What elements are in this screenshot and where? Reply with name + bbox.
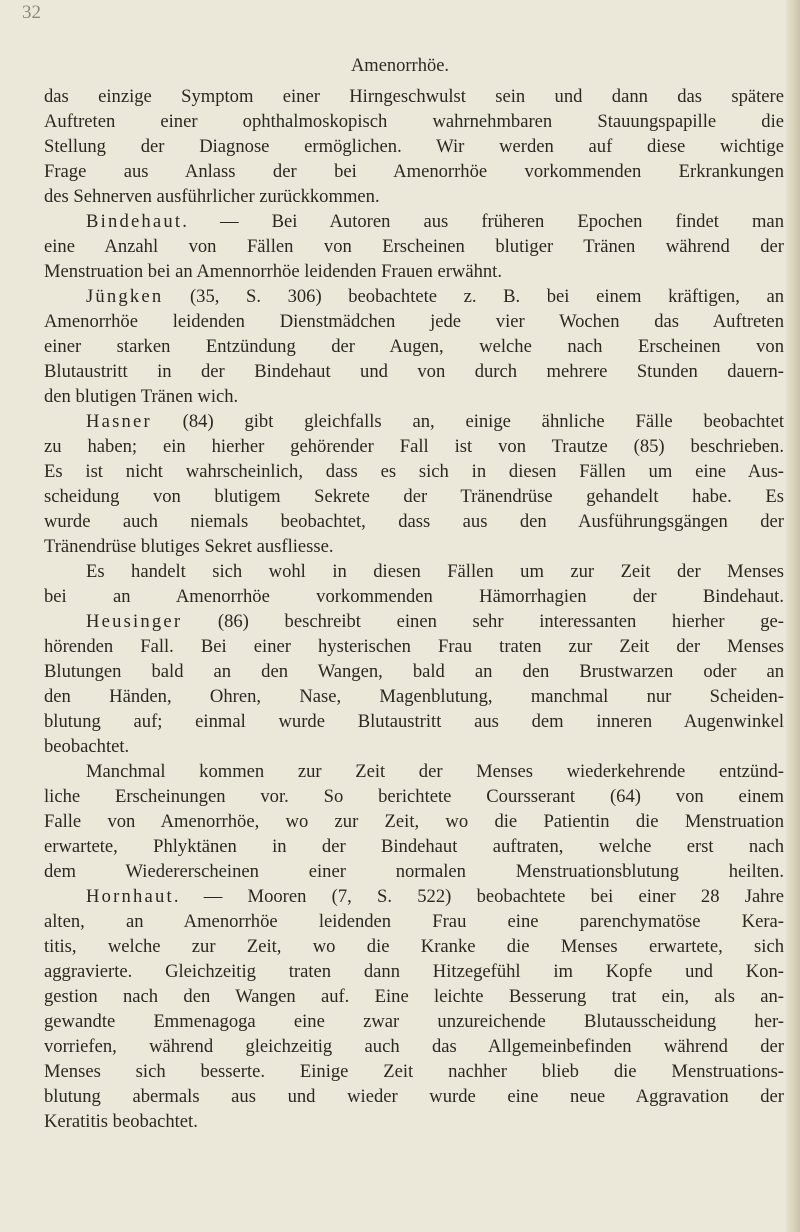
text-line: Amenorrhöe leidenden Dienstmädchen jede vier Wochen das Auftreten — [44, 311, 784, 332]
text-line: alten, an Amenorrhöe leidenden Frau eine parenchymatöse Kera- — [44, 911, 784, 932]
text-line: den Händen, Ohren, Nase, Magenblutung, manchmal nur Scheiden- — [44, 686, 784, 707]
text-line: Falle von Amenorrhöe, wo zur Zeit, wo die Patientin die Menstruation — [44, 811, 784, 832]
text-line: Menses sich besserte. Einige Zeit nachher blieb die Menstruations- — [44, 1061, 784, 1082]
text-line: wurde auch niemals beobachtet, dass aus den Ausführungsgängen der — [44, 511, 784, 532]
spaced-name: Hasner — [86, 411, 152, 432]
text-line: beobachtet. — [44, 736, 130, 757]
text-line: liche Erscheinungen vor. So berichtete Coursserant (64) von einem — [44, 786, 784, 807]
text-line: Blutungen bald an den Wangen, bald an den Brustwarzen oder an — [44, 661, 784, 682]
text-line: Manchmal kommen zur Zeit der Menses wiederkehrende entzünd- — [86, 761, 784, 782]
spaced-name: Bindehaut — [86, 211, 183, 232]
spaced-name: Heusinger — [86, 611, 183, 632]
text-line: Hasner (84) gibt gleichfalls an, einige ähnliche Fälle beobachtet — [86, 411, 784, 432]
text-line: des Sehnerven ausführlicher zurückkommen. — [44, 186, 380, 207]
text-line: Frage aus Anlass der bei Amenorrhöe vorkommenden Erkrankungen — [44, 161, 784, 182]
text-line: blutung auf; einmal wurde Blutaustritt aus dem inneren Augenwinkel — [44, 711, 784, 732]
text-line: den blutigen Tränen wich. — [44, 386, 239, 407]
text-line: Tränendrüse blutiges Sekret ausfliesse. — [44, 536, 334, 557]
text-line: scheidung von blutigem Sekrete der Tränendrüse gehandelt habe. Es — [44, 486, 784, 507]
text-line: Auftreten einer ophthalmoskopisch wahrnehmbaren Stauungspapille die — [44, 111, 784, 132]
text-line: Hornhaut. — Mooren (7, S. 522) beobachtete bei einer 28 Jahre — [86, 886, 784, 907]
spaced-name: Hornhaut — [86, 886, 174, 907]
text-line: Keratitis beobachtet. — [44, 1111, 198, 1132]
body-text — [44, 84, 784, 1134]
text-line: Stellung der Diagnose ermöglichen. Wir werden auf diese wichtige — [44, 136, 784, 157]
page-edge-shadow — [786, 0, 800, 1232]
text-line: das einzige Symptom einer Hirngeschwulst sein und dann das spätere — [44, 86, 784, 107]
text-line: Jüngken (35, S. 306) beobachtete z. B. bei einem kräftigen, an — [86, 286, 784, 307]
text-line: Es handelt sich wohl in diesen Fällen um zur Zeit der Menses — [86, 561, 784, 582]
text-line: hörenden Fall. Bei einer hysterischen Frau traten zur Zeit der Menses — [44, 636, 784, 657]
text-line: dem Wiedererscheinen einer normalen Menstruationsblutung heilten. — [44, 861, 784, 882]
running-head: Amenorrhöe. — [350, 56, 450, 76]
text-line: bei an Amenorrhöe vorkommenden Hämorrhagien der Bindehaut. — [44, 586, 784, 607]
text-line: aggravierte. Gleichzeitig traten dann Hitzegefühl im Kopfe und Kon- — [44, 961, 784, 982]
text-line: gewandte Emmenagoga eine zwar unzureichende Blutausscheidung her- — [44, 1011, 784, 1032]
text-line: Blutaustritt in der Bindehaut und von durch mehrere Stunden dauern- — [44, 361, 784, 382]
text-line: Menstruation bei an Amennorrhöe leidenden Frauen erwähnt. — [44, 261, 502, 282]
text-line: Bindehaut. — Bei Autoren aus früheren Epochen findet man — [86, 211, 784, 232]
text-line: titis, welche zur Zeit, wo die Kranke die Menses erwartete, sich — [44, 936, 784, 957]
text-line: vorriefen, während gleichzeitig auch das Allgemeinbefinden während der — [44, 1036, 784, 1057]
text-line: gestion nach den Wangen auf. Eine leichte Besserung trat ein, als an- — [44, 986, 784, 1007]
text-line: blutung abermals aus und wieder wurde eine neue Aggravation der — [44, 1086, 784, 1107]
page-number: 32 — [22, 2, 41, 23]
spaced-name: Jüngken — [86, 286, 164, 307]
text-line: eine Anzahl von Fällen von Erscheinen blutiger Tränen während der — [44, 236, 784, 257]
text-line: zu haben; ein hierher gehörender Fall ist von Trautze (85) beschrieben. — [44, 436, 784, 457]
text-line: Heusinger (86) beschreibt einen sehr interessanten hierher ge- — [86, 611, 784, 632]
text-line: einer starken Entzündung der Augen, welche nach Erscheinen von — [44, 336, 784, 357]
text-line: erwartete, Phlyktänen in der Bindehaut auftraten, welche erst nach — [44, 836, 784, 857]
text-line: Es ist nicht wahrscheinlich, dass es sich in diesen Fällen um eine Aus- — [44, 461, 784, 482]
